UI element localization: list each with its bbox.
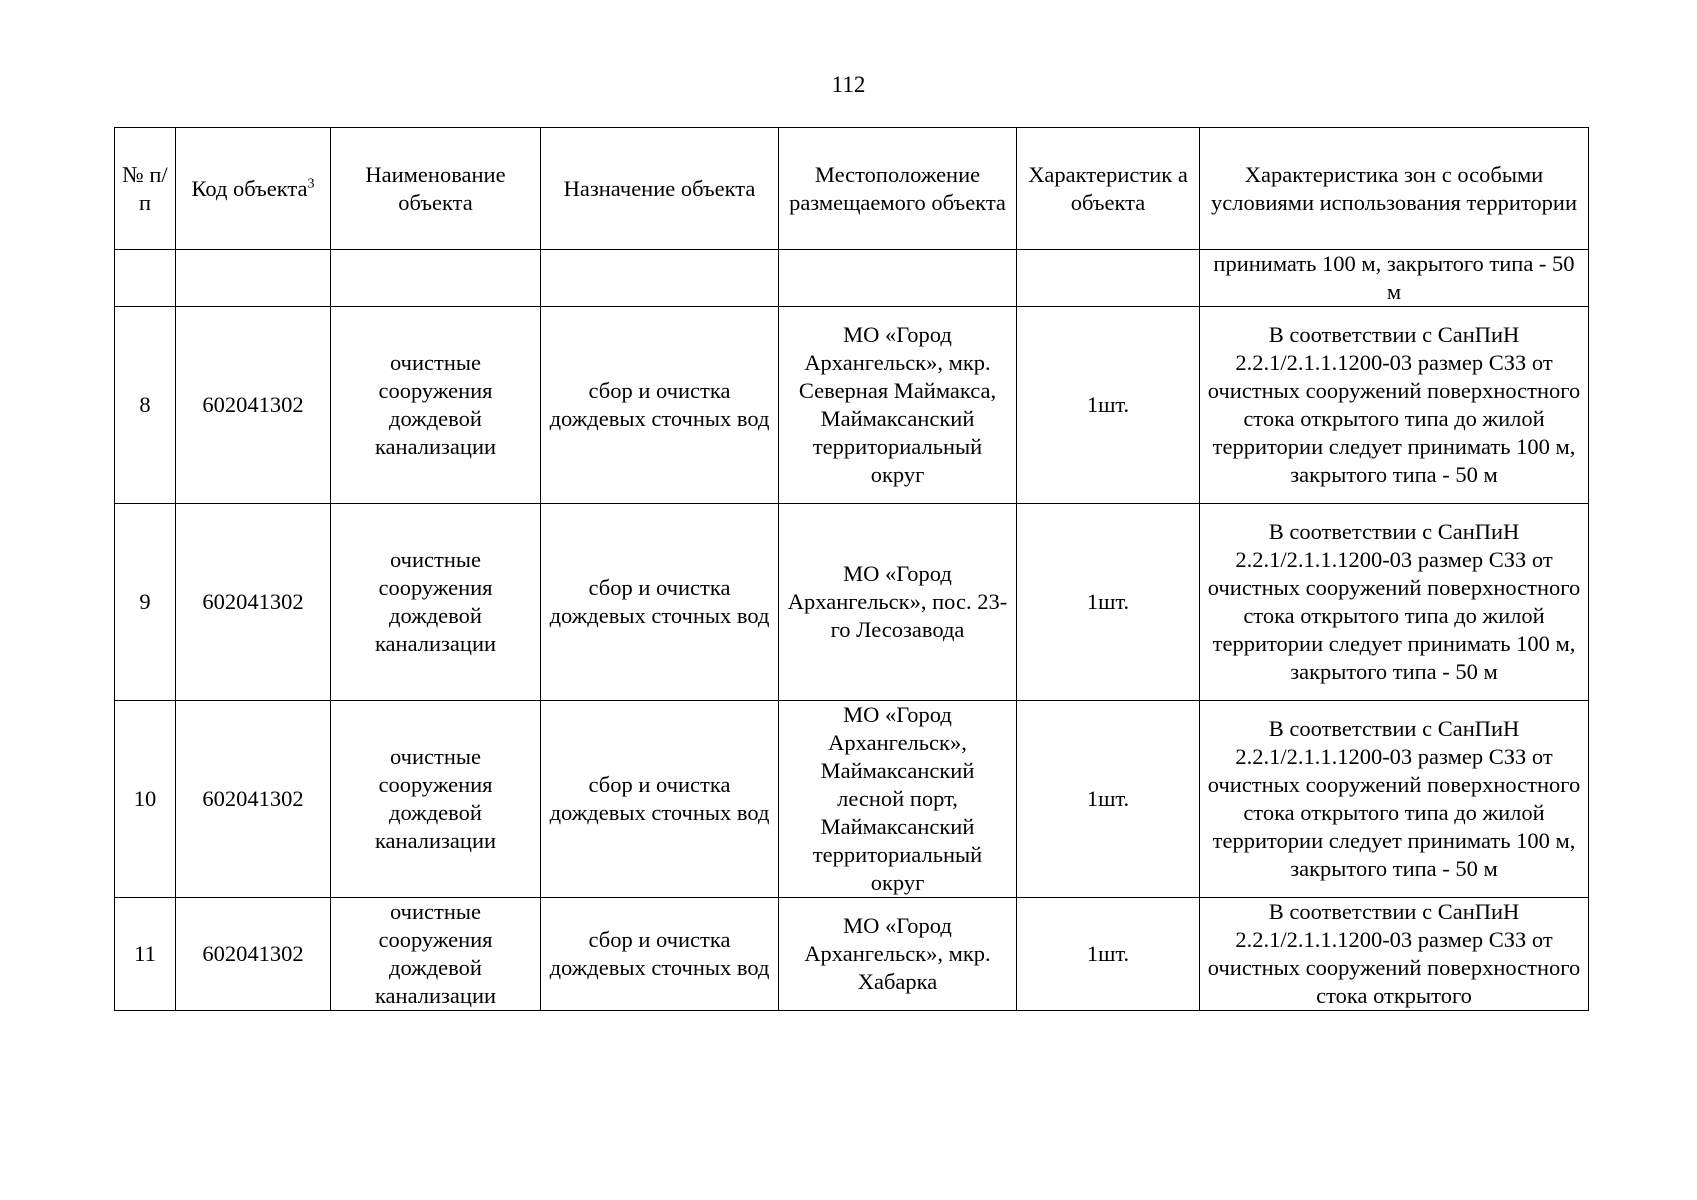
cell-location: МО «Город Архангельск», мкр. Хабарка bbox=[779, 898, 1017, 1011]
cell-purpose: сбор и очистка дождевых сточных вод bbox=[541, 307, 779, 504]
cell-characteristic: 1шт. bbox=[1017, 504, 1200, 701]
header-characteristic: Характеристик а объекта bbox=[1017, 128, 1200, 250]
continuation-row bbox=[115, 250, 1589, 307]
table-row bbox=[115, 898, 1589, 1011]
cell-zones: В соответствии с СанПиН 2.2.1/2.1.1.1200-03 размер СЗЗ от очистных сооружений поверхностного стока открытого типа до жилой территории следует принимать 100 м, закрытого типа - 50 м bbox=[1200, 701, 1589, 898]
cell-code: 602041302 bbox=[176, 701, 331, 898]
table-row bbox=[115, 307, 1589, 504]
cell-num: 11 bbox=[115, 898, 176, 1011]
cell-location bbox=[779, 250, 1017, 307]
cell-characteristic: 1шт. bbox=[1017, 701, 1200, 898]
cell-code bbox=[176, 250, 331, 307]
cell-name bbox=[331, 250, 541, 307]
cell-location: МО «Город Архангельск», мкр. Северная Маймакса, Маймаксанский территориальный округ bbox=[779, 307, 1017, 504]
cell-characteristic bbox=[1017, 250, 1200, 307]
cell-purpose bbox=[541, 250, 779, 307]
cell-location: МО «Город Архангельск», Маймаксанский лесной порт, Маймаксанский территориальный округ bbox=[779, 701, 1017, 898]
cell-code: 602041302 bbox=[176, 504, 331, 701]
header-code-text: Код объекта bbox=[191, 175, 308, 201]
header-num: № п/п bbox=[115, 128, 176, 250]
page-number: 112 bbox=[831, 72, 866, 97]
cell-zones: В соответствии с СанПиН 2.2.1/2.1.1.1200-03 размер СЗЗ от очистных сооружений поверхностного стока открытого bbox=[1200, 898, 1589, 1011]
cell-name: очистные сооружения дождевой канализации bbox=[331, 504, 541, 701]
cell-num: 10 bbox=[115, 701, 176, 898]
cell-num bbox=[115, 250, 176, 307]
table-header-row bbox=[115, 128, 1589, 250]
header-location: Местоположение размещаемого объекта bbox=[779, 128, 1017, 250]
cell-purpose: сбор и очистка дождевых сточных вод bbox=[541, 701, 779, 898]
cell-name: очистные сооружения дождевой канализации bbox=[331, 307, 541, 504]
cell-num: 9 bbox=[115, 504, 176, 701]
header-purpose: Назначение объекта bbox=[541, 128, 779, 250]
cell-characteristic: 1шт. bbox=[1017, 307, 1200, 504]
cell-zones: принимать 100 м, закрытого типа - 50 м bbox=[1200, 250, 1589, 307]
header-name: Наименование объекта bbox=[331, 128, 541, 250]
cell-code: 602041302 bbox=[176, 307, 331, 504]
header-zones: Характеристика зон с особыми условиями использования территории bbox=[1200, 128, 1589, 250]
cell-purpose: сбор и очистка дождевых сточных вод bbox=[541, 898, 779, 1011]
cell-zones: В соответствии с СанПиН 2.2.1/2.1.1.1200-03 размер СЗЗ от очистных сооружений поверхностного стока открытого типа до жилой территории следует принимать 100 м, закрытого типа - 50 м bbox=[1200, 307, 1589, 504]
table-row bbox=[115, 701, 1589, 898]
cell-code: 602041302 bbox=[176, 898, 331, 1011]
table-row bbox=[115, 504, 1589, 701]
cell-name: очистные сооружения дождевой канализации bbox=[331, 898, 541, 1011]
cell-characteristic: 1шт. bbox=[1017, 898, 1200, 1011]
cell-num: 8 bbox=[115, 307, 176, 504]
cell-zones: В соответствии с СанПиН 2.2.1/2.1.1.1200-03 размер СЗЗ от очистных сооружений поверхностного стока открытого типа до жилой территории следует принимать 100 м, закрытого типа - 50 м bbox=[1200, 504, 1589, 701]
objects-table bbox=[114, 127, 1589, 1011]
header-code bbox=[176, 128, 331, 250]
cell-name: очистные сооружения дождевой канализации bbox=[331, 701, 541, 898]
cell-purpose: сбор и очистка дождевых сточных вод bbox=[541, 504, 779, 701]
header-code-footnote: 3 bbox=[307, 176, 315, 191]
cell-location: МО «Город Архангельск», пос. 23-го Лесозавода bbox=[779, 504, 1017, 701]
